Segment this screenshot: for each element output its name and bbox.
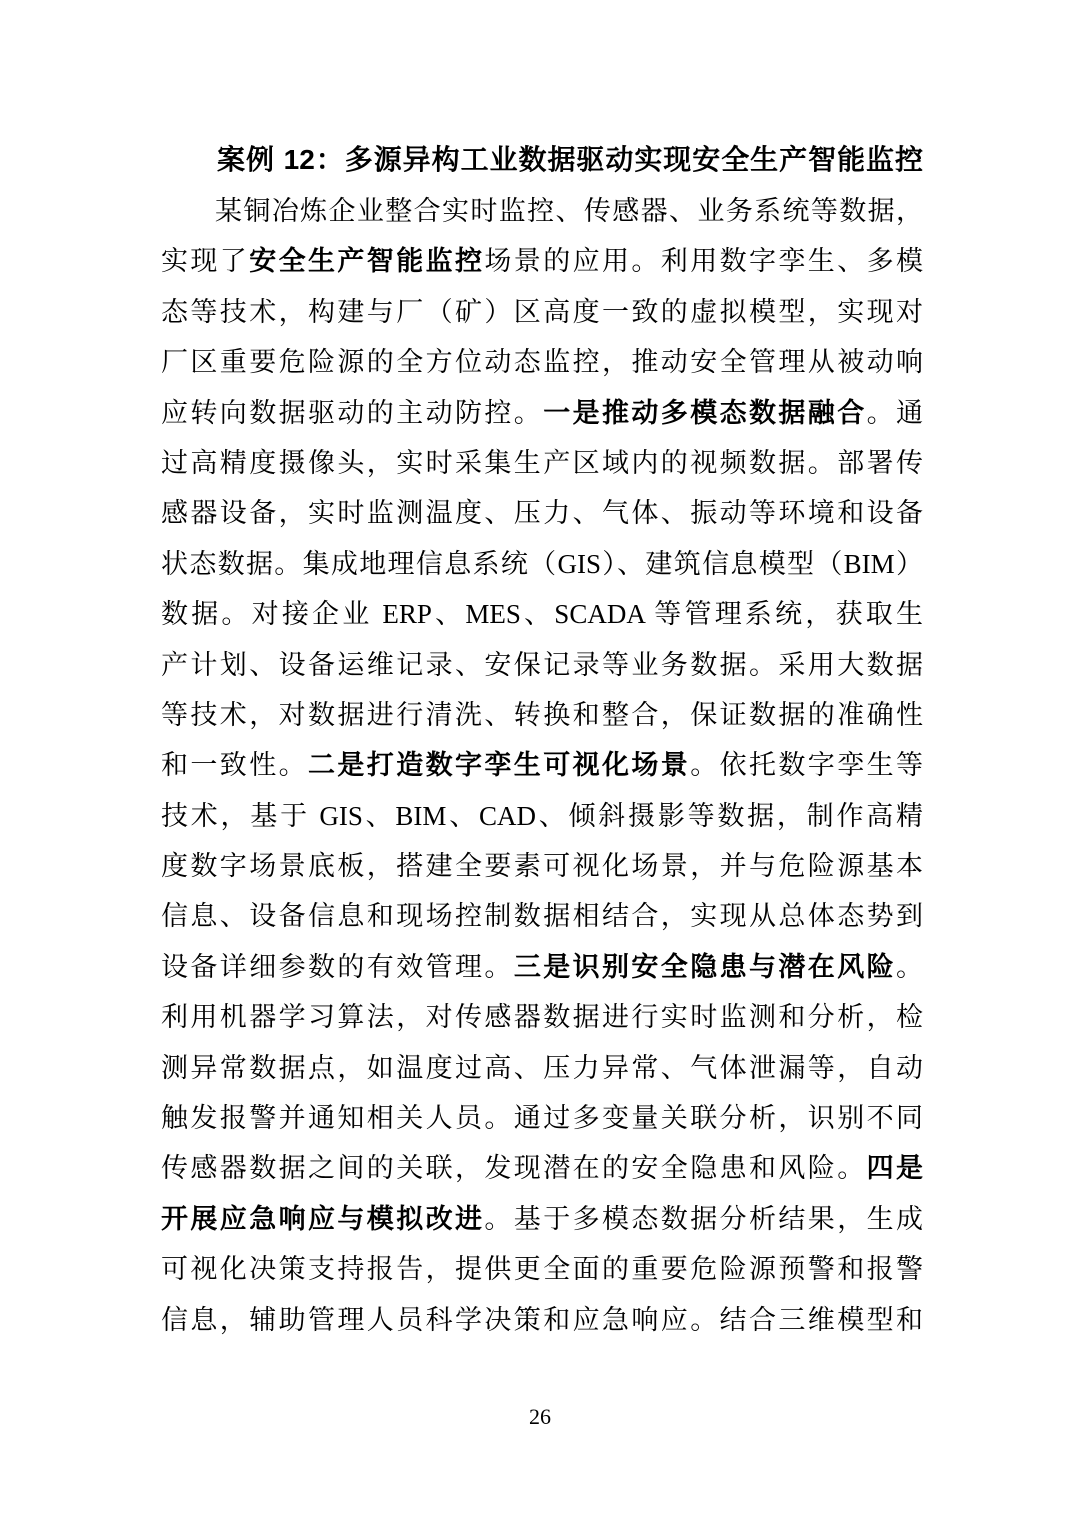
body-text: 技术，基于 GIS、BIM、CAD、倾斜摄影等数据，制作高精 bbox=[161, 800, 923, 831]
body-text: 信息、设备信息和现场控制数据相结合，实现从总体态势到 bbox=[161, 901, 923, 932]
body-text: 感器设备，实时监测温度、压力、气体、振动等环境和设备 bbox=[161, 498, 923, 529]
text-line bbox=[161, 589, 923, 639]
page-number: 26 bbox=[529, 1404, 551, 1429]
body-text: 过高精度摄像头，实时采集生产区域内的视频数据。部署传 bbox=[161, 447, 923, 478]
body-text: 厂区重要危险源的全方位动态监控，推动安全管理从被动响 bbox=[161, 347, 923, 378]
body-text: 和一致性。 bbox=[161, 750, 308, 781]
body-text: 场景的应用。利用数字孪生、多模 bbox=[484, 246, 923, 277]
body-text: 。基于多模态数据分析结果，生成 bbox=[484, 1203, 923, 1234]
text-line bbox=[161, 186, 923, 236]
text-line bbox=[161, 992, 923, 1042]
text-line bbox=[161, 539, 923, 589]
body-text: 数据。对接企业 ERP、MES、SCADA 等管理系统，获取生 bbox=[161, 599, 923, 630]
text-line bbox=[161, 791, 923, 841]
text-line bbox=[161, 740, 923, 790]
body-text: 产计划、设备运维记录、安保记录等业务数据。采用大数据 bbox=[161, 649, 923, 680]
text-line bbox=[161, 388, 923, 438]
body-text: 。通 bbox=[866, 397, 923, 428]
body-text: 等技术，对数据进行清洗、转换和整合，保证数据的准确性 bbox=[161, 699, 923, 730]
text-line bbox=[161, 1194, 923, 1244]
text-line bbox=[161, 337, 923, 387]
text-line bbox=[161, 1043, 923, 1093]
body-text: 触发报警并通知相关人员。通过多变量关联分析，识别不同 bbox=[161, 1103, 923, 1134]
body-text: 实现了 bbox=[161, 246, 250, 277]
text-line bbox=[161, 1295, 923, 1345]
text-line bbox=[161, 236, 923, 286]
body-text: 测异常数据点，如温度过高、压力异常、气体泄漏等，自动 bbox=[161, 1052, 923, 1083]
emphasis-text: 四是 bbox=[866, 1153, 923, 1184]
body-paragraph bbox=[161, 186, 923, 1345]
text-line bbox=[161, 690, 923, 740]
text-line bbox=[161, 841, 923, 891]
emphasis-text: 安全生产智能监控 bbox=[249, 246, 485, 277]
body-text: 传感器数据之间的关联，发现潜在的安全隐患和风险。 bbox=[161, 1153, 867, 1184]
body-text: 度数字场景底板，搭建全要素可视化场景，并与危险源基本 bbox=[161, 851, 923, 882]
body-text: 态等技术，构建与厂（矿）区高度一致的虚拟模型，实现对 bbox=[161, 296, 923, 327]
case-title: 案例 12：多源异构工业数据驱动实现安全生产智能监控 bbox=[217, 144, 923, 175]
text-line bbox=[161, 438, 923, 488]
text-line bbox=[161, 891, 923, 941]
emphasis-text: 一是推动多模态数据融合 bbox=[543, 397, 867, 428]
text-line bbox=[161, 287, 923, 337]
text-line bbox=[161, 640, 923, 690]
body-text: 可视化决策支持报告，提供更全面的重要危险源预警和报警 bbox=[161, 1254, 923, 1285]
body-text: 某铜冶炼企业整合实时监控、传感器、业务系统等数据， bbox=[215, 196, 923, 226]
body-text: 设备详细参数的有效管理。 bbox=[161, 951, 514, 982]
text-line bbox=[161, 1093, 923, 1143]
text-line bbox=[161, 488, 923, 538]
body-text: 状态数据。集成地理信息系统（GIS）、建筑信息模型（BIM） bbox=[161, 548, 923, 579]
emphasis-text: 二是打造数字孪生可视化场景 bbox=[308, 750, 691, 781]
text-line bbox=[161, 1244, 923, 1294]
emphasis-text: 三是识别安全隐患与潜在风险 bbox=[513, 951, 897, 982]
body-text: 利用机器学习算法，对传感器数据进行实时监测和分析，检 bbox=[161, 1002, 923, 1033]
text-line bbox=[161, 942, 923, 992]
text-line bbox=[161, 1143, 923, 1193]
body-text: 。 bbox=[896, 951, 923, 982]
body-text: 信息，辅助管理人员科学决策和应急响应。结合三维模型和 bbox=[161, 1304, 923, 1335]
body-text: 应转向数据驱动的主动防控。 bbox=[161, 397, 544, 428]
emphasis-text: 开展应急响应与模拟改进 bbox=[161, 1203, 485, 1234]
body-text: 。依托数字孪生等 bbox=[690, 750, 923, 781]
